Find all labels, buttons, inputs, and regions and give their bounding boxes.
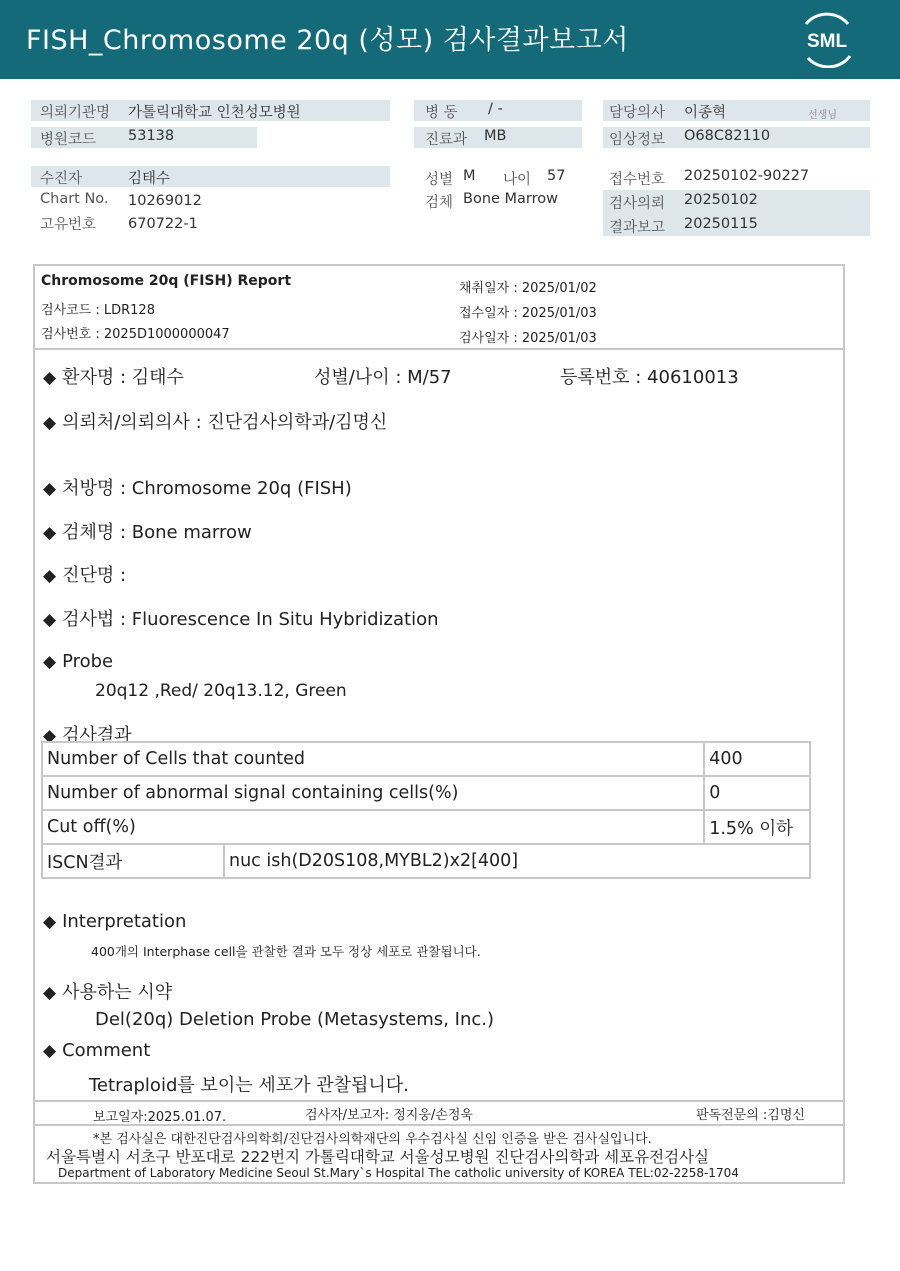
tested-date: 검사일자 : 2025/01/03 xyxy=(459,331,597,346)
logo-text: SML xyxy=(806,31,848,52)
reagent-text: Del(20q) Deletion Probe (Metasystems, Inc.) xyxy=(95,1009,494,1030)
result-value-cell: 1.5% 이하 xyxy=(704,810,810,844)
reagent-row: ◆ 사용하는 시약 xyxy=(43,982,173,1003)
requester: 의뢰처/의뢰의사 : 진단검사의학과/김명신 xyxy=(62,412,388,433)
result-value: 20250115 xyxy=(684,216,758,232)
probe-title: Probe xyxy=(62,651,114,672)
received-date: 접수일자 : 2025/01/03 xyxy=(459,306,597,321)
result-table xyxy=(41,741,811,879)
result-label-cell: Number of Cells that counted xyxy=(42,742,704,776)
prescription: 처방명 : Chromosome 20q (FISH) xyxy=(62,478,352,499)
result-label-cell: Number of abnormal signal containing cells(%) xyxy=(42,776,704,810)
probe-value: 20q12 ,Red/ 20q13.12, Green xyxy=(95,681,347,701)
result-value-cell: 400 xyxy=(704,742,810,776)
reagent-title: 사용하는 시약 xyxy=(62,982,173,1003)
iscn-value-cell: nuc ish(D20S108,MYBL2)x2[400] xyxy=(224,844,810,878)
patient-name-row: ◆ 환자명 : 김태수 xyxy=(43,367,184,388)
ward-value: / - xyxy=(488,101,503,117)
comment-title: Comment xyxy=(62,1040,151,1061)
institution-label: 의뢰기관명 xyxy=(40,105,111,121)
comment-text: Tetraploid를 보이는 세포가 관찰됩니다. xyxy=(89,1075,409,1096)
method-row: ◆ 검사법 : Fluorescence In Situ Hybridization xyxy=(43,609,439,630)
requester-row: ◆ 의뢰처/의뢰의사 : 진단검사의학과/김명신 xyxy=(43,412,388,433)
specimen-value: Bone Marrow xyxy=(463,191,559,207)
specimen-name: 검체명 : Bone marrow xyxy=(62,522,252,543)
reporters: 검사자/보고자: 정지웅/손정욱 xyxy=(305,1108,473,1123)
patient-bar xyxy=(31,166,390,187)
sml-logo xyxy=(796,12,858,68)
chart-label: Chart No. xyxy=(40,191,109,207)
report-header xyxy=(35,266,843,350)
collected-date: 채취일자 : 2025/01/02 xyxy=(459,281,597,296)
hospital-code-label: 병원코드 xyxy=(40,132,97,148)
patient-label: 수진자 xyxy=(40,171,83,187)
page-title: FISH_Chromosome 20q (성모) 검사결과보고서 xyxy=(26,25,629,56)
age-label: 나이 xyxy=(503,172,532,188)
table-row xyxy=(42,844,810,878)
iscn-label-cell: ISCN결과 xyxy=(42,844,224,878)
prescription-row: ◆ 처방명 : Chromosome 20q (FISH) xyxy=(43,478,352,499)
table-row xyxy=(42,742,810,776)
test-number: 검사번호 : 2025D1000000047 xyxy=(41,327,230,342)
comment-row: ◆ Comment xyxy=(43,1040,151,1061)
sex-value: M xyxy=(463,168,476,184)
ward-label: 병 동 xyxy=(425,105,458,121)
department-english: Department of Laboratory Medicine Seoul St.Mary`s Hospital The catholic university of KOREA TEL:02-2258-1704 xyxy=(58,1166,739,1180)
probe-row: ◆ Probe xyxy=(43,651,114,672)
registration-number: 등록번호 : 40610013 xyxy=(560,367,739,388)
footer-divider-2 xyxy=(35,1124,843,1126)
report-box xyxy=(33,264,845,1184)
test-code: 검사코드 : LDR128 xyxy=(41,303,155,318)
diagnosis: 진단명 : xyxy=(62,565,127,586)
hospital-code-value: 53138 xyxy=(128,128,175,144)
chart-value: 10269012 xyxy=(128,193,202,209)
result-label: 결과보고 xyxy=(609,220,666,236)
doctor-value: 이종혁 xyxy=(684,105,727,121)
id-label: 고유번호 xyxy=(40,217,97,233)
specimen-row: ◆ 검체명 : Bone marrow xyxy=(43,522,252,543)
patient-value: 김태수 xyxy=(128,171,171,187)
sex-age: 성별/나이 : M/57 xyxy=(314,367,452,388)
interpretation-text: 400개의 Interphase cell을 관찰한 결과 모두 정상 세포로 관찰됩니다. xyxy=(91,944,481,959)
result-title: 검사결과 xyxy=(62,725,132,746)
clinical-label: 임상정보 xyxy=(609,132,666,148)
method: 검사법 : Fluorescence In Situ Hybridization xyxy=(62,609,439,630)
request-label: 검사의뢰 xyxy=(609,196,666,212)
receipt-label: 접수번호 xyxy=(609,172,666,188)
clinical-value: O68C82110 xyxy=(684,128,771,144)
diagnosis-row: ◆ 진단명 : xyxy=(43,565,127,586)
certification: *본 검사실은 대한진단검사의학회/진단검사의학재단의 우수검사실 신임 인증을 받은 검사실입니다. xyxy=(93,1132,652,1147)
doctor-suffix: 선생님 xyxy=(808,110,837,121)
report-title: Chromosome 20q (FISH) Report xyxy=(41,273,292,289)
age-value: 57 xyxy=(547,168,566,184)
sex-label: 성별 xyxy=(425,172,454,188)
table-row xyxy=(42,810,810,844)
table-row xyxy=(42,776,810,810)
specimen-label: 검체 xyxy=(425,195,454,211)
interpretation-title: Interpretation xyxy=(62,911,187,932)
receipt-value: 20250102-90227 xyxy=(684,168,810,184)
id-value: 670722-1 xyxy=(128,216,198,232)
doctor-label: 담당의사 xyxy=(609,105,666,121)
report-date: 보고일자:2025.01.07. xyxy=(93,1110,227,1125)
institution-value: 가톨릭대학교 인천성모병원 xyxy=(128,105,301,121)
interpretation-row: ◆ Interpretation xyxy=(43,911,187,932)
specialist: 판독전문의 :김명신 xyxy=(696,1108,805,1123)
result-label-cell: Cut off(%) xyxy=(42,810,704,844)
result-value-cell: 0 xyxy=(704,776,810,810)
page-header xyxy=(0,0,900,79)
request-value: 20250102 xyxy=(684,192,758,208)
patient-name: 환자명 : 김태수 xyxy=(62,367,184,388)
address: 서울특별시 서초구 반포대로 222번지 가톨릭대학교 서울성모병원 진단검사의학과 세포유전검사실 xyxy=(46,1148,709,1166)
dept-label: 진료과 xyxy=(425,132,468,148)
footer-divider xyxy=(35,1100,843,1102)
result-title-row: ◆ 검사결과 xyxy=(43,725,132,746)
dept-value: MB xyxy=(484,128,507,144)
